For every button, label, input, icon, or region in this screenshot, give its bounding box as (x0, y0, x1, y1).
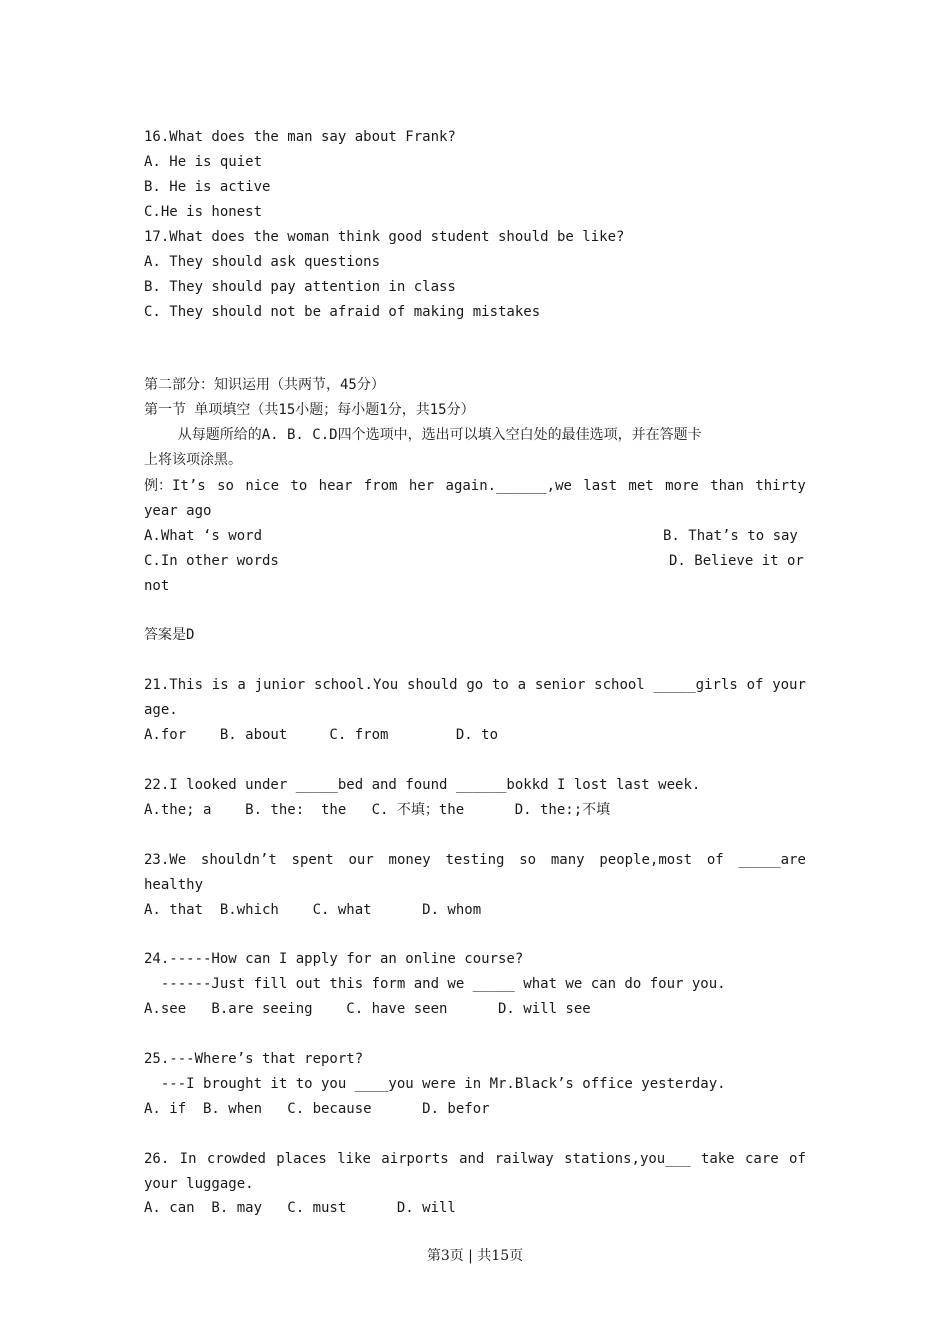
instruction-line-2: 上将该项涂黑。 (144, 452, 242, 468)
word: shouldn’t (200, 852, 277, 868)
word: airports (381, 1151, 449, 1167)
q17-stem: 17.What does the woman think good student should be like? (144, 229, 625, 245)
word: testing (445, 852, 505, 868)
word: and (459, 1151, 485, 1167)
word: to (290, 478, 308, 494)
word: from (363, 478, 398, 494)
word: a (517, 677, 527, 693)
q26-stem-line-1 (144, 1149, 806, 1169)
word: 例：It’s (144, 478, 206, 494)
example-option-b: B. That’s to say (663, 528, 798, 544)
q25-stem: 25.---Where’s that report? (144, 1051, 364, 1067)
word: nice (245, 478, 280, 494)
example-option-d: D. Believe it or (669, 553, 804, 569)
q25-reply: ---I brought it to you ____you were in Mr.Black’s office yesterday. (144, 1076, 726, 1092)
q24-stem: 24.-----How can I apply for an online course? (144, 951, 524, 967)
q16-option-a: A. He is quiet (144, 154, 263, 170)
word: your (772, 677, 806, 693)
word: people,most (599, 852, 693, 868)
q24-reply: ------Just fill out this form and we _____ what we can do four you. (144, 976, 726, 992)
word: many (550, 852, 585, 868)
q26-options: A. can B. may C. must D. will (144, 1200, 456, 1216)
word: money (388, 852, 431, 868)
example-option-c: C.In other words (144, 553, 279, 569)
part2-title: 第二部分：知识运用（共两节，45分） (144, 377, 385, 393)
word: our (348, 852, 374, 868)
word: of (789, 1151, 806, 1167)
q22-options: A.the; a B. the: the C. 不填；the D. the:;不填 (144, 802, 611, 818)
word: so (519, 852, 537, 868)
word: of (706, 852, 724, 868)
word: care (744, 1151, 779, 1167)
word: more (665, 478, 699, 494)
word: 23.We (144, 852, 187, 868)
word: crowded (206, 1151, 266, 1167)
q22-stem: 22.I looked under _____bed and found ______bokkd I lost last week. (144, 777, 701, 793)
q23-stem-line-2: healthy (144, 877, 204, 893)
word: like (337, 1151, 371, 1167)
word: her (408, 478, 435, 494)
word: last (583, 478, 618, 494)
word: than (710, 478, 744, 494)
q16-option-b: B. He is active (144, 179, 271, 195)
word: hear (318, 478, 353, 494)
word: senior (534, 677, 586, 693)
example-option-a: A.What ‘s word (144, 528, 263, 544)
q16-option-c: C.He is honest (144, 204, 263, 220)
word: junior (254, 677, 306, 693)
word: school (594, 677, 645, 693)
word: 26. (144, 1151, 170, 1167)
q17-option-a: A. They should ask questions (144, 254, 381, 270)
word: met (628, 478, 654, 494)
example-stem-line-2: year ago (144, 503, 212, 519)
word: stations,you___ (564, 1151, 691, 1167)
q21-stem-line-2: age. (144, 702, 178, 718)
word: thirty (755, 478, 806, 494)
q23-stem-line-1 (144, 850, 806, 870)
instruction-line-1: 从每题所给的A. B. C.D四个选项中，选出可以填入空白处的最佳选项，并在答题卡 (144, 427, 702, 443)
q21-stem-line-1 (144, 675, 806, 695)
word: take (700, 1151, 735, 1167)
example-option-d-continued: not (144, 578, 170, 594)
word: 21.This (144, 677, 204, 693)
q16-stem: 16.What does the man say about Frank? (144, 129, 456, 145)
word: to (491, 677, 509, 693)
word: so (217, 478, 234, 494)
word: go (466, 677, 484, 693)
q17-option-b: B. They should pay attention in class (144, 279, 456, 295)
q23-options: A. that B.which C. what D. whom (144, 902, 482, 918)
section1-title: 第一节 单项填空（共15小题；每小题1分，共15分） (144, 402, 475, 418)
word: spent (291, 852, 334, 868)
word: of (746, 677, 764, 693)
word: places (276, 1151, 327, 1167)
word: should (407, 677, 458, 693)
word: railway (494, 1151, 554, 1167)
q24-options: A.see B.are seeing C. have seen D. will see (144, 1001, 591, 1017)
word: again.______,we (445, 478, 572, 494)
q21-options: A.for B. about C. from D. to (144, 727, 499, 743)
example-answer: 答案是D (144, 627, 195, 643)
page-footer: 第3页 | 共15页 (426, 1248, 524, 1264)
q26-stem-line-2: your luggage. (144, 1176, 254, 1192)
word: is (211, 677, 229, 693)
q17-option-c: C. They should not be afraid of making mistakes (144, 304, 541, 320)
word: school.You (313, 677, 399, 693)
word: In (179, 1151, 197, 1167)
word: a (237, 677, 246, 693)
q25-options: A. if B. when C. because D. befor (144, 1101, 490, 1117)
word: _____girls (653, 677, 738, 693)
example-stem-line-1 (144, 476, 806, 496)
word: _____are (738, 852, 806, 868)
